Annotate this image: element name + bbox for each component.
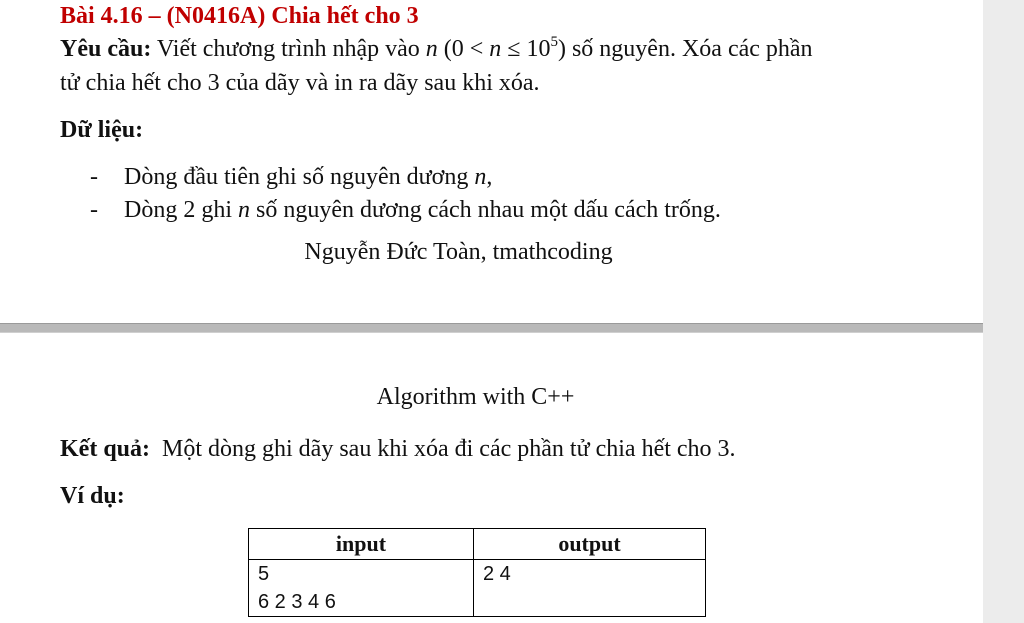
output-cell bbox=[474, 560, 706, 617]
input-line: 5 bbox=[258, 563, 270, 585]
problem-title: Bài 4.16 – (N0416A) Chia hết cho 3 bbox=[60, 3, 419, 29]
bullet-text: số nguyên dương cách nhau một dấu cách trống. bbox=[250, 197, 721, 223]
requirement-line-1 bbox=[60, 36, 813, 63]
example-table bbox=[248, 528, 706, 617]
input-column-header: input bbox=[249, 529, 474, 560]
output-column-header: output bbox=[474, 529, 706, 560]
input-line: 6 2 3 4 6 bbox=[258, 591, 336, 613]
exponent: 5 bbox=[550, 34, 558, 50]
input-cell bbox=[249, 560, 474, 617]
data-section-label: Dữ liệu: bbox=[60, 117, 144, 143]
requirement-text: ) số nguyên. Xóa các phần bbox=[557, 36, 813, 62]
data-bullet-1 bbox=[90, 164, 492, 191]
example-label: Ví dụ: bbox=[60, 483, 125, 509]
page-header: Algorithm with C++ bbox=[376, 384, 575, 410]
var-n: n bbox=[474, 164, 487, 190]
page-separator bbox=[0, 323, 983, 333]
table-header-row bbox=[249, 529, 706, 560]
author-line: Nguyễn Đức Toàn, tmathcoding bbox=[304, 239, 613, 265]
result-text: Một dòng ghi dãy sau khi xóa đi các phần tử chia hết cho 3. bbox=[150, 436, 736, 462]
requirement-text: Viết chương trình nhập vào bbox=[151, 36, 426, 62]
table-row bbox=[249, 560, 706, 617]
requirement-text: (0 < bbox=[437, 36, 490, 62]
bullet-dash: - bbox=[90, 197, 98, 223]
var-n: n bbox=[425, 36, 438, 62]
data-bullet-2 bbox=[90, 197, 721, 224]
requirement-text: ≤ 10 bbox=[501, 36, 551, 62]
bullet-text: , bbox=[486, 164, 493, 190]
result-label: Kết quả: bbox=[60, 436, 150, 462]
result-line bbox=[60, 436, 736, 463]
bullet-text: Dòng đầu tiên ghi số nguyên dương bbox=[124, 164, 475, 190]
requirement-label: Yêu cầu: bbox=[60, 36, 152, 62]
bullet-dash: - bbox=[90, 164, 98, 190]
var-n: n bbox=[238, 197, 250, 223]
bullet-text: Dòng 2 ghi bbox=[124, 197, 238, 223]
var-n: n bbox=[489, 36, 502, 62]
output-line: 2 4 bbox=[483, 563, 511, 585]
requirement-line-2: tử chia hết cho 3 của dãy và in ra dãy sau khi xóa. bbox=[60, 70, 540, 96]
viewer-background bbox=[983, 0, 1024, 623]
page-1 bbox=[0, 0, 983, 323]
